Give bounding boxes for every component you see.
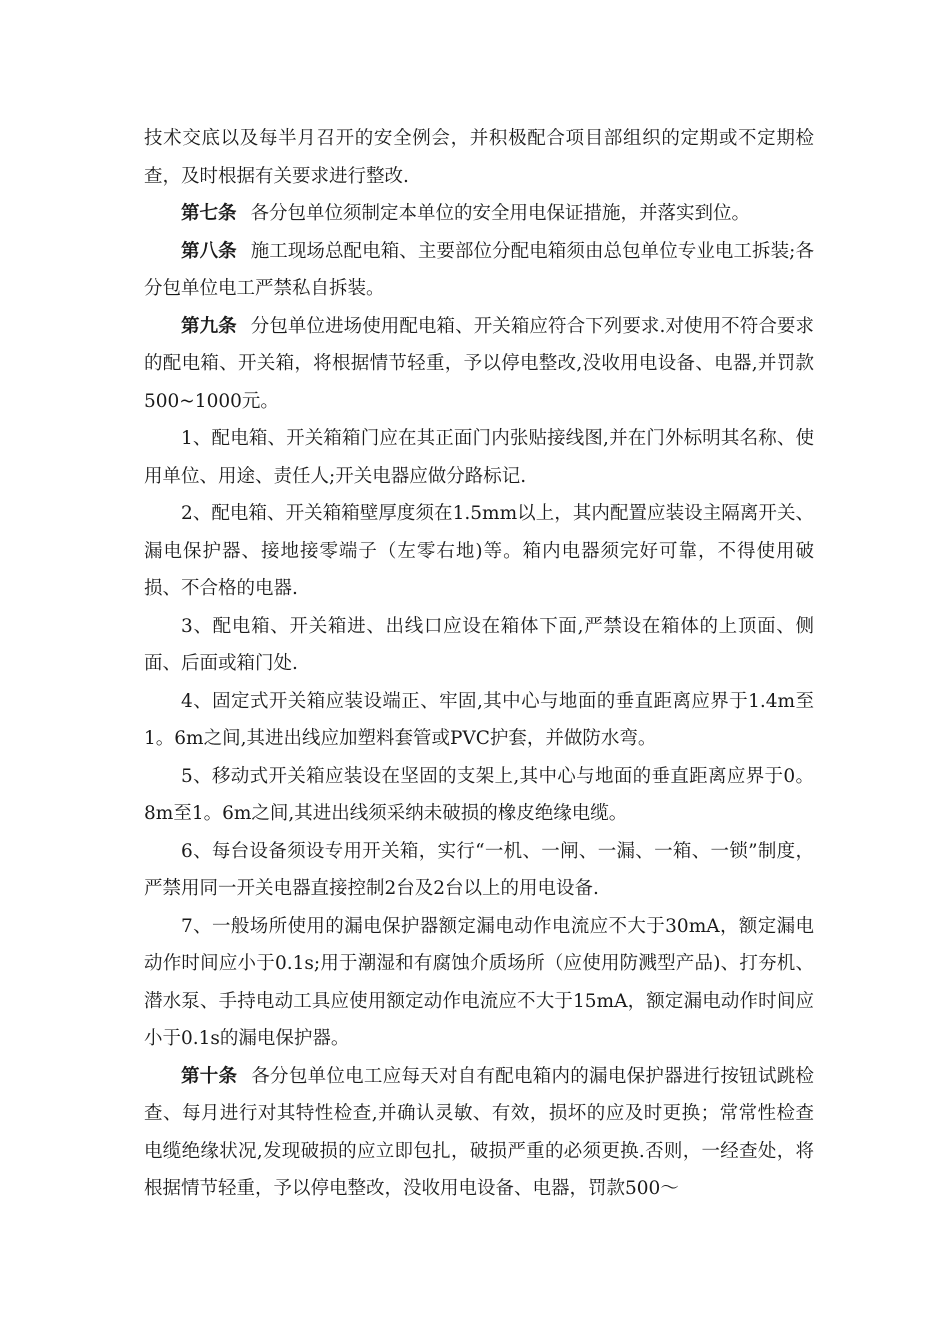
list-item-2 [144, 495, 814, 608]
paragraph-text: 7、一般场所使用的漏电保护器额定漏电动作电流应不大于30mA，额定漏电动作时间应小于0.1s;用于潮湿和有腐蚀介质场所（应使用防溅型产品)、打夯机、潜水泵、手持电动工具应使用额定动作电流应不大于15mA，额定漏电动作时间应小于0.1s的漏电保护器。 [144, 915, 814, 1049]
paragraph-text: 5、移动式开关箱应装设在坚固的支架上,其中心与地面的垂直距离应界于0。8m至1。6m之间,其进出线须采纳未破损的橡皮绝缘电缆。 [144, 765, 814, 824]
paragraph-text: 3、配电箱、开关箱进、出线口应设在箱体下面,严禁设在箱体的上顶面、侧面、后面或箱门处. [144, 615, 814, 674]
paragraph-text: 各分包单位须制定本单位的安全用电保证措施，并落实到位。 [250, 203, 751, 224]
list-item-4 [144, 683, 814, 758]
paragraph-text: 6、每台设备须设专用开关箱，实行“一机、一闸、一漏、一箱、一锁”制度，严禁用同一开关电器直接控制2台及2台以上的用电设备. [144, 840, 814, 899]
paragraph-text: 分包单位进场使用配电箱、开关箱应符合下列要求.对使用不符合要求的配电箱、开关箱，将根据情节轻重，予以停电整改,没收用电设备、电器,并罚款500~1000元。 [144, 315, 814, 412]
article-heading: 第十条 [181, 1065, 238, 1087]
list-item-3 [144, 608, 814, 683]
paragraph-article-10 [144, 1058, 814, 1208]
list-item-1 [144, 420, 814, 495]
paragraph-article-8 [144, 233, 814, 308]
paragraph-article-9 [144, 308, 814, 421]
paragraph-continuation [144, 120, 814, 195]
list-item-6 [144, 833, 814, 908]
paragraph-text: 各分包单位电工应每天对自有配电箱内的漏电保护器进行按钮试跳检查、每月进行对其特性检查,并确认灵敏、有效，损坏的应及时更换；常常性检查电缆绝缘状况,发现破损的应立即包扎，破损严重的必须更换.否则，一经查处，将根据情节轻重，予以停电整改，没收用电设备、电器，罚款500～ [144, 1065, 814, 1199]
article-heading: 第八条 [181, 240, 237, 262]
paragraph-article-7 [144, 195, 814, 233]
paragraph-text: 施工现场总配电箱、主要部位分配电箱须由总包单位专业电工拆装;各分包单位电工严禁私自拆装。 [144, 240, 814, 299]
paragraph-text: 2、配电箱、开关箱箱壁厚度须在1.5mm以上，其内配置应装设主隔离开关、漏电保护器、接地接零端子（左零右地)等。箱内电器须完好可靠，不得使用破损、不合格的电器. [144, 503, 814, 599]
paragraph-text: 4、固定式开关箱应装设端正、牢固,其中心与地面的垂直距离应界于1.4m至1。6m之间,其进出线应加塑料套管或PVC护套，并做防水弯。 [144, 690, 814, 749]
article-heading: 第七条 [181, 203, 237, 224]
document-body [144, 120, 814, 1208]
paragraph-text: 1、配电箱、开关箱箱门应在其正面门内张贴接线图,并在门外标明其名称、使用单位、用途、责任人;开关电器应做分路标记. [144, 428, 814, 487]
paragraph-text: 技术交底以及每半月召开的安全例会，并积极配合项目部组织的定期或不定期检查，及时根据有关要求进行整改. [144, 128, 814, 187]
article-heading: 第九条 [181, 315, 237, 337]
list-item-7 [144, 908, 814, 1058]
list-item-5 [144, 758, 814, 833]
